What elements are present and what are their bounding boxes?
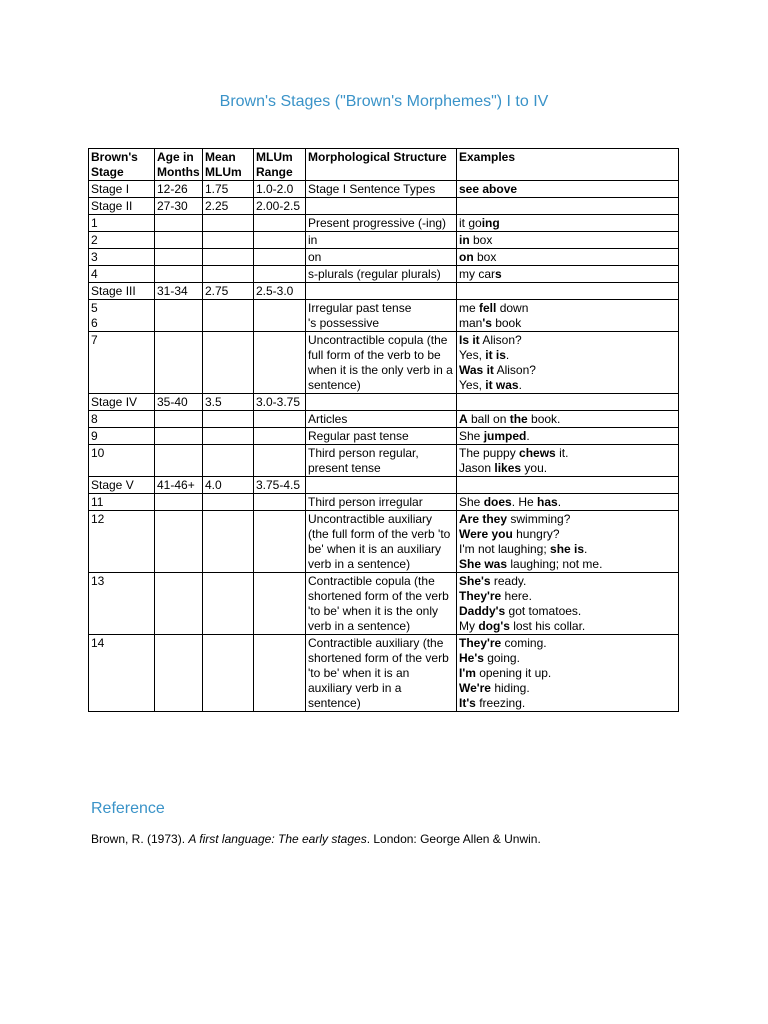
table-cell-age — [155, 445, 203, 477]
example-text: ball on — [467, 412, 510, 426]
example-line — [459, 333, 676, 348]
example-text: it. — [555, 446, 569, 460]
table-cell-mean — [203, 635, 254, 712]
table-cell-age — [155, 215, 203, 232]
header-cell: Brown's Stage — [89, 149, 155, 181]
example-morpheme: Were you — [459, 527, 513, 541]
example-morpheme: it is — [485, 348, 506, 362]
table-cell-structure: Uncontractible copula (the full form of the verb to be when it is the only verb in a sentence) — [306, 332, 457, 394]
table-row — [89, 635, 679, 712]
table-cell-stage: 3 — [89, 249, 155, 266]
example-text: . — [557, 495, 562, 509]
table-cell-examples — [457, 232, 679, 249]
table-body — [89, 181, 679, 712]
example-line — [459, 589, 676, 604]
table-cell-examples — [457, 445, 679, 477]
example-line — [459, 412, 676, 427]
table-cell-range — [254, 445, 306, 477]
example-line — [459, 696, 676, 711]
table-row — [89, 300, 679, 332]
table-cell-structure: in — [306, 232, 457, 249]
reference-heading: Reference — [91, 800, 165, 817]
example-text: box — [473, 250, 497, 264]
table-row — [89, 181, 679, 198]
example-morpheme: They're — [459, 636, 502, 650]
table-cell-mean — [203, 411, 254, 428]
table-cell-age — [155, 232, 203, 249]
example-text: . — [584, 542, 588, 556]
table-cell-range — [254, 428, 306, 445]
header-cell: Age in Months — [155, 149, 203, 181]
example-line — [459, 301, 676, 316]
table-cell-mean: 1.75 — [203, 181, 254, 198]
table-cell-structure: Regular past tense — [306, 428, 457, 445]
table-cell-range: 2.5-3.0 — [254, 283, 306, 300]
header-cell: Morphological Structure — [306, 149, 457, 181]
table-cell-range — [254, 494, 306, 511]
table-row — [89, 411, 679, 428]
table-cell-mean — [203, 249, 254, 266]
example-text: book. — [527, 412, 561, 426]
example-morpheme: Was it — [459, 363, 494, 377]
table-cell-age: 35-40 — [155, 394, 203, 411]
table-cell-examples — [457, 181, 679, 198]
table-cell-stage: Stage I — [89, 181, 155, 198]
example-morpheme: 's — [482, 316, 492, 330]
table-cell-stage: 8 — [89, 411, 155, 428]
table-cell-stage: Stage II — [89, 198, 155, 215]
table-cell-age — [155, 511, 203, 573]
table-row — [89, 332, 679, 394]
table-cell-mean — [203, 332, 254, 394]
example-morpheme: We're — [459, 681, 491, 695]
example-text: opening it up. — [475, 666, 552, 680]
table-cell-mean: 2.25 — [203, 198, 254, 215]
example-text: lost his collar. — [509, 619, 586, 633]
table-cell-examples — [457, 332, 679, 394]
table-cell-age — [155, 300, 203, 332]
example-line — [459, 182, 676, 197]
example-line — [459, 348, 676, 363]
table-cell-range — [254, 266, 306, 283]
example-morpheme: on — [459, 250, 474, 264]
example-text: Yes, — [459, 348, 486, 362]
table-row — [89, 494, 679, 511]
example-text: swimming? — [507, 512, 571, 526]
table-cell-stage: 7 — [89, 332, 155, 394]
table-cell-mean — [203, 428, 254, 445]
table-cell-stage: 10 — [89, 445, 155, 477]
example-line — [459, 574, 676, 589]
example-morpheme: does — [483, 495, 512, 509]
example-line — [459, 378, 676, 393]
table-cell-age — [155, 494, 203, 511]
example-text: . — [505, 348, 510, 362]
example-text: Alison? — [479, 333, 522, 347]
table-cell-examples — [457, 573, 679, 635]
table-cell-structure: Stage I Sentence Types — [306, 181, 457, 198]
document-title: Brown's Stages ("Brown's Morphemes") I to IV — [219, 93, 549, 110]
example-text: me — [459, 301, 480, 315]
example-line — [459, 527, 676, 542]
table-cell-structure: on — [306, 249, 457, 266]
table-cell-mean: 3.5 — [203, 394, 254, 411]
example-text: She — [459, 495, 484, 509]
example-text: Yes, — [459, 378, 486, 392]
example-morpheme: she is — [550, 542, 585, 556]
example-line — [459, 461, 676, 476]
table-row — [89, 573, 679, 635]
example-line — [459, 267, 676, 282]
table-cell-examples — [457, 249, 679, 266]
example-morpheme: see above — [459, 182, 518, 196]
table-cell-stage: 11 — [89, 494, 155, 511]
example-line — [459, 233, 676, 248]
table-row — [89, 215, 679, 232]
example-morpheme: fell — [479, 301, 497, 315]
example-text: hungry? — [512, 527, 560, 541]
example-text: laughing; not me. — [507, 557, 603, 571]
table-cell-structure — [306, 394, 457, 411]
example-line — [459, 495, 676, 510]
example-line — [459, 557, 676, 572]
example-text: book — [491, 316, 522, 330]
example-text: man — [459, 316, 483, 330]
table-cell-stage: 5 6 — [89, 300, 155, 332]
table-cell-mean: 4.0 — [203, 477, 254, 494]
table-cell-stage: Stage V — [89, 477, 155, 494]
example-text: . — [518, 378, 522, 392]
table-cell-stage: 14 — [89, 635, 155, 712]
table-cell-age: 27-30 — [155, 198, 203, 215]
table-cell-structure: Third person regular, present tense — [306, 445, 457, 477]
table-cell-mean — [203, 266, 254, 283]
table-cell-structure: Third person irregular — [306, 494, 457, 511]
example-line — [459, 604, 676, 619]
table-cell-age — [155, 332, 203, 394]
table-cell-examples — [457, 215, 679, 232]
table-cell-examples — [457, 266, 679, 283]
example-morpheme: likes — [494, 461, 522, 475]
table-cell-examples — [457, 428, 679, 445]
example-text: it go — [459, 216, 482, 230]
example-morpheme: She was — [459, 557, 508, 571]
table-row — [89, 232, 679, 249]
example-morpheme: s — [495, 267, 502, 281]
example-line — [459, 216, 676, 231]
example-line — [459, 681, 676, 696]
table-row — [89, 511, 679, 573]
table-cell-stage: 12 — [89, 511, 155, 573]
table-cell-examples — [457, 635, 679, 712]
example-text: Jason — [459, 461, 495, 475]
table-cell-age — [155, 249, 203, 266]
table-cell-examples — [457, 411, 679, 428]
table-row — [89, 428, 679, 445]
table-cell-examples — [457, 477, 679, 494]
table-cell-stage: 13 — [89, 573, 155, 635]
table-cell-structure: Irregular past tense 's possessive — [306, 300, 457, 332]
example-morpheme: dog's — [478, 619, 510, 633]
example-morpheme: It's — [459, 696, 476, 710]
table-cell-examples — [457, 283, 679, 300]
reference-author: Brown, R. (1973). — [91, 832, 189, 846]
table-row — [89, 249, 679, 266]
table-cell-age — [155, 573, 203, 635]
example-text: my car — [459, 267, 495, 281]
example-morpheme: has — [537, 495, 558, 509]
example-line — [459, 651, 676, 666]
example-morpheme: the — [509, 412, 528, 426]
example-line — [459, 250, 676, 265]
table-cell-stage: 2 — [89, 232, 155, 249]
example-text: down — [496, 301, 529, 315]
table-cell-examples — [457, 300, 679, 332]
example-line — [459, 446, 676, 461]
example-morpheme: Is it — [459, 333, 480, 347]
table-cell-age: 31-34 — [155, 283, 203, 300]
table-cell-mean: 2.75 — [203, 283, 254, 300]
table-cell-stage: 9 — [89, 428, 155, 445]
table-cell-range: 3.0-3.75 — [254, 394, 306, 411]
example-morpheme: They're — [459, 589, 502, 603]
table-cell-range — [254, 411, 306, 428]
table-cell-stage: Stage IV — [89, 394, 155, 411]
example-line — [459, 429, 676, 444]
table-cell-range — [254, 635, 306, 712]
table-row — [89, 283, 679, 300]
table-header-row — [89, 149, 679, 181]
table-cell-age: 12-26 — [155, 181, 203, 198]
table-cell-age: 41-46+ — [155, 477, 203, 494]
example-text: The puppy — [459, 446, 520, 460]
example-morpheme: chews — [519, 446, 556, 460]
example-line — [459, 363, 676, 378]
header-cell: Mean MLUm — [203, 149, 254, 181]
table-cell-examples — [457, 494, 679, 511]
example-line — [459, 542, 676, 557]
table-cell-structure: Contractible copula (the shortened form of the verb 'to be' when it is the only verb in a sentence) — [306, 573, 457, 635]
example-morpheme: He's — [459, 651, 484, 665]
example-text: ready. — [490, 574, 527, 588]
table-cell-examples — [457, 198, 679, 215]
table-cell-age — [155, 635, 203, 712]
example-morpheme: ing — [481, 216, 500, 230]
header-cell: Examples — [457, 149, 679, 181]
example-morpheme: I'm — [459, 666, 476, 680]
example-morpheme: in — [459, 233, 470, 247]
example-text: box — [469, 233, 493, 247]
example-morpheme: Are they — [459, 512, 508, 526]
table-cell-mean — [203, 445, 254, 477]
table-cell-range: 2.00-2.5 — [254, 198, 306, 215]
table-cell-range — [254, 215, 306, 232]
table-cell-mean — [203, 215, 254, 232]
example-line — [459, 619, 676, 634]
table-cell-structure: Uncontractible auxiliary (the full form of the verb 'to be' when it is an auxiliary verb in a sentence) — [306, 511, 457, 573]
table-cell-range — [254, 300, 306, 332]
table-cell-mean — [203, 511, 254, 573]
table-cell-mean — [203, 494, 254, 511]
table-cell-range: 3.75-4.5 — [254, 477, 306, 494]
table-row — [89, 445, 679, 477]
example-text: coming. — [501, 636, 547, 650]
table-row — [89, 394, 679, 411]
table-cell-structure — [306, 283, 457, 300]
table-row — [89, 477, 679, 494]
table-cell-range — [254, 511, 306, 573]
example-text: here. — [501, 589, 532, 603]
example-text: freezing. — [475, 696, 526, 710]
table-cell-age — [155, 266, 203, 283]
example-morpheme: it was — [485, 378, 519, 392]
reference-publisher: . London: George Allen & Unwin. — [366, 832, 541, 846]
table-cell-structure: s-plurals (regular plurals) — [306, 266, 457, 283]
example-text: My — [459, 619, 479, 633]
example-morpheme: Daddy's — [459, 604, 506, 618]
example-line — [459, 316, 676, 331]
reference-work-title: A first language: The early stages — [188, 832, 367, 846]
example-text: She — [459, 429, 484, 443]
example-text: Alison? — [493, 363, 536, 377]
table-row — [89, 198, 679, 215]
table-cell-structure — [306, 477, 457, 494]
table-cell-range — [254, 573, 306, 635]
table-cell-stage: 1 — [89, 215, 155, 232]
example-text: you. — [521, 461, 548, 475]
table-cell-structure — [306, 198, 457, 215]
table-cell-mean — [203, 232, 254, 249]
table-cell-range — [254, 332, 306, 394]
table-cell-range — [254, 249, 306, 266]
table-cell-range: 1.0-2.0 — [254, 181, 306, 198]
example-text: . — [526, 429, 530, 443]
header-cell: MLUm Range — [254, 149, 306, 181]
reference-citation — [91, 832, 541, 846]
example-morpheme: She's — [459, 574, 491, 588]
browns-stages-table — [88, 148, 679, 712]
table-cell-stage: Stage III — [89, 283, 155, 300]
example-line — [459, 512, 676, 527]
table-cell-age — [155, 411, 203, 428]
table-cell-stage: 4 — [89, 266, 155, 283]
example-text: I'm not laughing; — [459, 542, 551, 556]
table-cell-range — [254, 232, 306, 249]
example-text: . He — [511, 495, 538, 509]
table-cell-age — [155, 428, 203, 445]
example-text: got tomatoes. — [505, 604, 582, 618]
table-cell-mean — [203, 300, 254, 332]
table-cell-structure: Contractible auxiliary (the shortened form of the verb 'to be' when it is an auxiliary verb in a sentence) — [306, 635, 457, 712]
example-line — [459, 636, 676, 651]
table-row — [89, 266, 679, 283]
example-line — [459, 666, 676, 681]
table-cell-examples — [457, 511, 679, 573]
table-cell-examples — [457, 394, 679, 411]
example-morpheme: jumped — [483, 429, 527, 443]
table-cell-structure: Articles — [306, 411, 457, 428]
example-morpheme: A — [459, 412, 468, 426]
table-cell-mean — [203, 573, 254, 635]
example-text: hiding. — [490, 681, 530, 695]
example-text: going. — [483, 651, 520, 665]
table-cell-structure: Present progressive (-ing) — [306, 215, 457, 232]
